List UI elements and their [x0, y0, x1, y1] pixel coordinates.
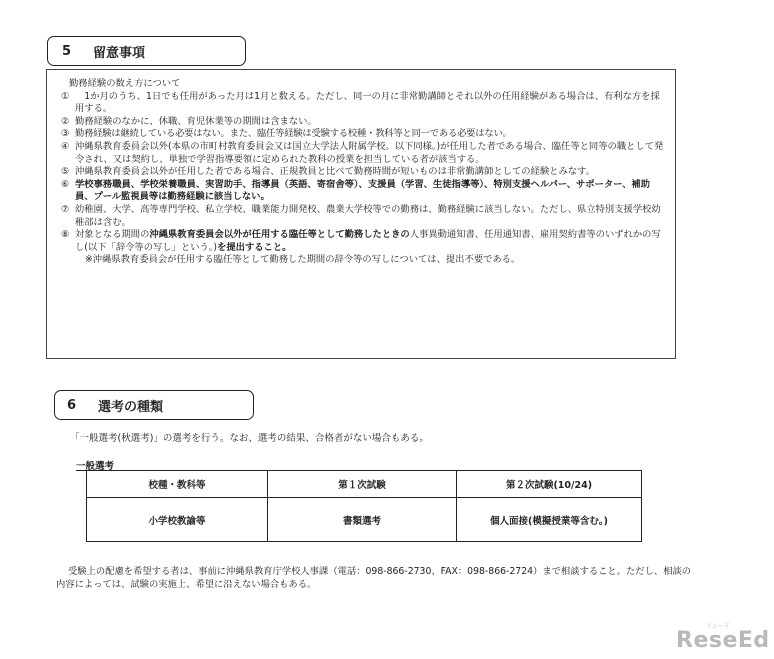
- note-item-text: 対象となる期間の: [75, 229, 150, 241]
- table-cell: 書類選考: [268, 498, 457, 542]
- note-item: [61, 179, 665, 204]
- note-item-mark: ①: [61, 90, 70, 102]
- note-item-text: 沖縄県教育委員会以外が任用する臨任等として勤務したときの: [149, 229, 410, 241]
- note-item-mark: ④: [61, 140, 70, 152]
- note-item-text: を提出すること。: [217, 241, 292, 253]
- table-cell: 小学校教諭等: [87, 498, 268, 542]
- note-item: [61, 166, 665, 179]
- table-header-cell: 第１次試験: [268, 471, 457, 498]
- table-header-cell: 第２次試験(10/24): [457, 471, 642, 498]
- notes-list: [61, 91, 665, 255]
- note-item-text: 勤務経験のなかに、休職、育児休業等の期間は含まない。: [75, 115, 317, 127]
- note-item-text: 1か月のうち、1日でも任用があった月は1月と数える。ただし、同一の月に非常勤講師とそれ以外の任用経験がある場合は、有利な方を採用する。: [75, 90, 660, 115]
- note-item-mark: ⑥: [61, 178, 70, 190]
- note-item-text: 人事異動通知書、任用通知書、雇用契約書等のいずれかの写し(以下「辞令等の写し」という。): [75, 229, 661, 253]
- selection-table: [86, 470, 642, 542]
- note-item-text: 勤務経験は継続している必要はない。また、臨任等経験は受験する校種・教科等と同一である必要はない。: [75, 128, 512, 140]
- note-item-text: 沖縄県教育委員会以外(本県の市町村教育委員会又は国立大学法人附属学校。以下同様。)が任用した者である場合、臨任等と同等の職として発令され、又は契約し、単独で学習指導要領に定められた教科の授業を担当している者が該当する。: [75, 140, 664, 165]
- section-5-number: 5: [62, 43, 72, 59]
- note-item-mark: ⑧: [61, 229, 70, 241]
- note-item-mark: ⑦: [61, 203, 70, 215]
- table-header-cell: 校種・教科等: [87, 471, 268, 498]
- note-item-text: 沖縄県教育委員会以外が任用した者である場合、正規教員と比べて勤務時間が短いものは非常勤講師としての経験とみなす。: [75, 166, 595, 178]
- table-row: [87, 498, 642, 542]
- selection-intro: 「一般選考(秋選考)」の選考を行う。なお、選考の結果、合格者がない場合もある。: [70, 433, 429, 444]
- resed-logo: ReseEd: [676, 628, 770, 653]
- notes-footnote: ※沖縄県教育委員会が任用する臨任等として勤務した期間の辞令等の写しについては、提出不要である。: [85, 254, 521, 266]
- notes-box: [46, 69, 676, 359]
- note-item-mark: ⑤: [61, 166, 70, 178]
- note-item: [61, 116, 665, 129]
- logo-ruby: リシード: [706, 623, 731, 630]
- note-item-mark: ③: [61, 128, 70, 140]
- section-5-heading: [47, 36, 246, 66]
- table-label: 一般選考: [76, 461, 115, 472]
- table-cell: 個人面接(模擬授業等含む。): [457, 498, 642, 542]
- accommodation-note: 受験上の配慮を希望する者は、事前に沖縄県教育庁学校人事課（電話：098-866-2730、FAX：098-866-2724）まで相談すること。ただし、相談の内容によっては、試験の実施上、希望に沿えない場合もある。: [56, 566, 692, 590]
- note-item: [61, 229, 665, 254]
- section-6-heading: [54, 390, 254, 420]
- note-item-text: 幼稚園、大学、高等専門学校、私立学校、職業能力開発校、農業大学校等での勤務は、勤務経験に該当しない。ただし、県立特別支援学校幼稚部は含む。: [75, 203, 661, 228]
- section-5-title: 留意事項: [93, 45, 146, 61]
- note-item-text: 学校事務職員、学校栄養職員、実習助手、指導員（英語、寄宿舎等）、支援員（学習、生徒指導等）、特別支援ヘルパー、サポーター、補助員、プール監視員等は勤務経験に該当しない。: [75, 178, 651, 203]
- note-item: [61, 204, 665, 229]
- notes-title: 勤務経験の数え方について: [69, 78, 181, 89]
- note-item: [61, 128, 665, 141]
- note-item-mark: ②: [61, 115, 70, 127]
- note-item: [61, 91, 665, 116]
- section-6-title: 選考の種類: [98, 399, 164, 415]
- section-6-number: 6: [67, 397, 77, 413]
- table-header-row: [87, 471, 642, 498]
- note-item: [61, 141, 665, 166]
